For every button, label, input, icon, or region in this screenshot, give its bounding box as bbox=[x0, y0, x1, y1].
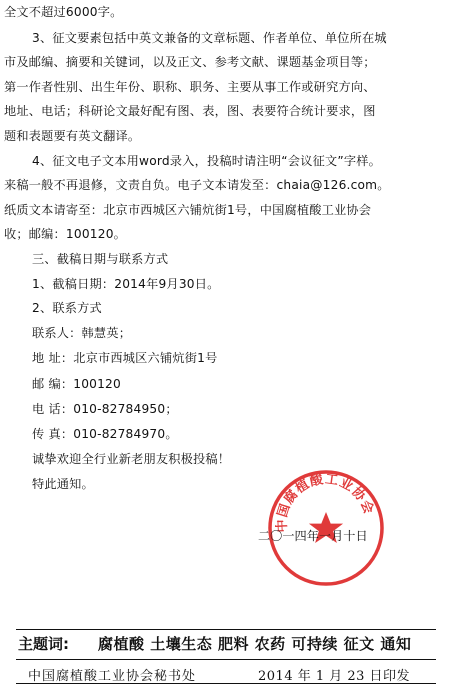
body-line-3: 市及邮编、摘要和关键词，以及正文、参考文献、课题基金项目等； bbox=[4, 55, 376, 69]
contact-person: 联系人：韩慧英； bbox=[32, 326, 132, 340]
contact-fax: 传 真：010-82784970。 bbox=[32, 427, 178, 441]
body-line-7: 4、征文电子文本用word录入，投稿时请注明“会议征文”字样。 bbox=[32, 154, 382, 168]
contact-heading: 2、联系方式 bbox=[32, 301, 102, 315]
footer-issue-date: 2014 年 1 月 23 日印发 bbox=[258, 669, 411, 684]
body-line-6: 题和表题要有英文翻译。 bbox=[4, 129, 141, 143]
contact-postcode: 邮 编：100120 bbox=[32, 377, 121, 391]
invitation-line: 诚挚欢迎全行业新老朋友积极投稿！ bbox=[32, 452, 231, 466]
signature-date: 二〇一四年一月十日 bbox=[258, 529, 368, 543]
body-line-8: 来稿一般不再退修，文责自负。电子文本请发至：chaia@126.com。 bbox=[4, 178, 390, 192]
body-line-2: 3、征文要素包括中英文兼备的文章标题、作者单位、单位所在城 bbox=[32, 31, 387, 45]
body-line-5: 地址、电话；科研论文最好配有图、表，图、表要符合统计要求，图 bbox=[4, 104, 376, 118]
footer-bottom-rule bbox=[16, 683, 436, 684]
topic-top-rule bbox=[16, 629, 436, 630]
body-line-1: 全文不超过6000字。 bbox=[4, 5, 123, 19]
closing-line: 特此通知。 bbox=[32, 477, 94, 491]
footer-organization: 中国腐植酸工业协会秘书处 bbox=[28, 669, 197, 684]
body-line-4: 第一作者性别、出生年份、职称、职务、主要从事工作或研究方向、 bbox=[4, 80, 376, 94]
topic-label: 主题词: bbox=[18, 635, 69, 653]
topic-keywords: 腐植酸 土壤生态 肥料 农药 可持续 征文 通知 bbox=[98, 635, 412, 653]
body-line-9: 纸质文本请寄至：北京市西城区六铺炕街1号，中国腐植酸工业协会 bbox=[4, 203, 372, 217]
seal-text: 中国腐植酸工业协会 bbox=[274, 472, 377, 533]
deadline-line: 1、截稿日期：2014年9月30日。 bbox=[32, 277, 220, 291]
section-heading: 三、截稿日期与联系方式 bbox=[32, 252, 169, 266]
contact-phone: 电 话：010-82784950； bbox=[32, 402, 178, 416]
contact-address: 地 址：北京市西城区六铺炕街1号 bbox=[32, 351, 218, 365]
body-line-10: 收；邮编：100120。 bbox=[4, 227, 127, 241]
topic-middle-rule bbox=[16, 659, 436, 660]
